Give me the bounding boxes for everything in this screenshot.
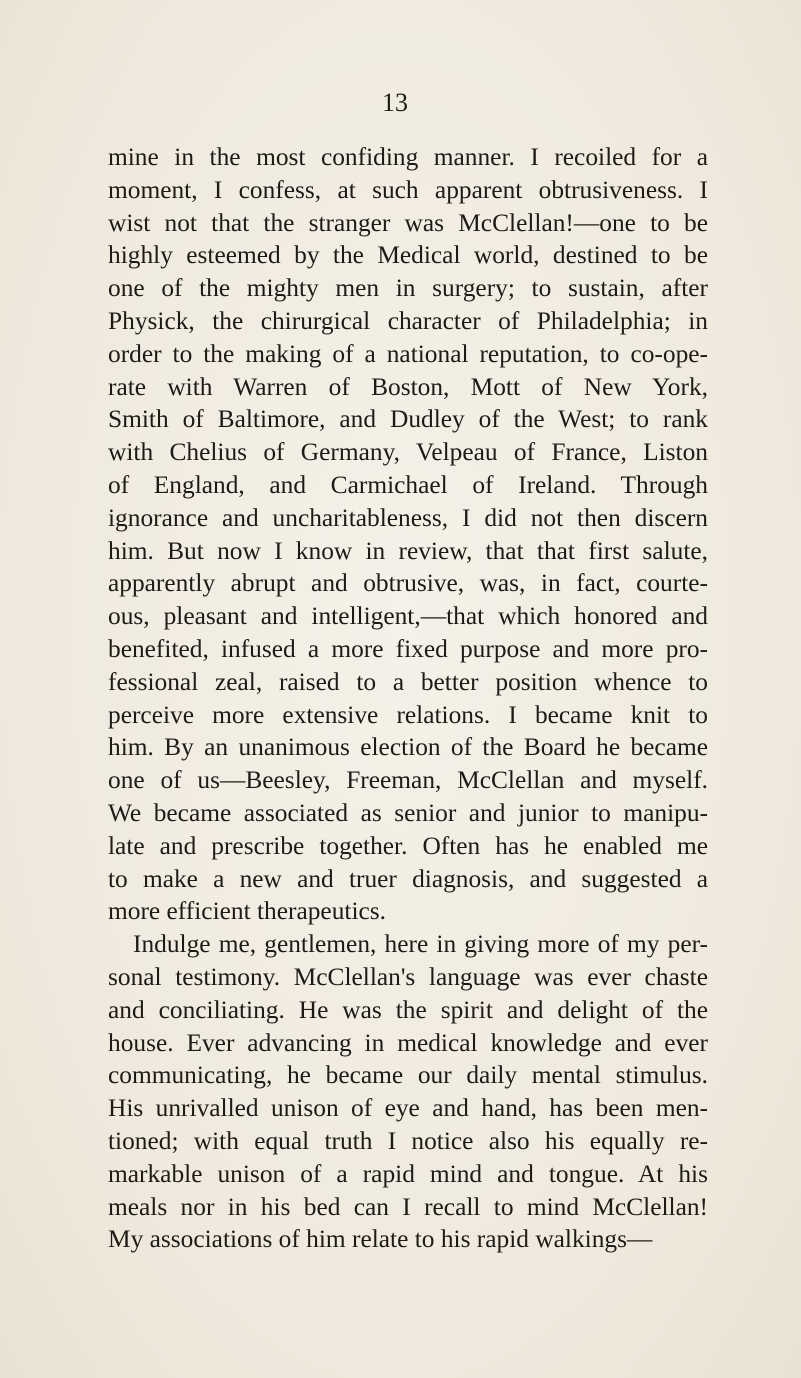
text-line: Smith of Baltimore, and Dudley of the West; to rank [108,405,708,434]
text-line: house. Ever advancing in medical knowledge and ever [108,1028,708,1057]
text-line: markable unison of a rapid mind and tongue. At his [108,1159,708,1188]
text-line: mine in the most confiding manner. I recoiled for a [108,143,708,171]
text-line: one of the mighty men in surgery; to sustain, after [108,274,708,303]
text-line: him. By an unanimous election of the Board he became [108,733,708,762]
text-line: with Chelius of Germany, Velpeau of France, Liston [108,438,708,467]
text-line: ignorance and uncharitableness, I did not then discern [108,503,708,532]
text-line: ous, pleasant and intelligent,—that which honored and [108,602,708,631]
text-line: late and prescribe together. Often has he enabled me [108,831,708,860]
text-line: apparently abrupt and obtrusive, was, in fact, courte- [108,569,708,598]
text-line: and conciliating. He was the spirit and delight of the [108,995,708,1024]
text-line: order to the making of a national reputation, to co-ope- [108,339,708,368]
body-text [108,141,708,1256]
text-line: one of us—Beesley, Freeman, McClellan and myself. [108,766,708,795]
text-line: We became associated as senior and junior to manipu- [108,798,708,827]
text-line: Physick, the chirurgical character of Philadelphia; in [108,306,708,335]
text-line: rate with Warren of Boston, Mott of New York, [108,372,708,401]
text-line: wist not that the stranger was McClellan!—one to be [108,208,708,237]
paragraph-end-line: more efficient therapeutics. [108,897,386,926]
text-line: perceive more extensive relations. I became knit to [108,700,708,729]
text-line: moment, I confess, at such apparent obtrusiveness. I [108,175,708,204]
text-line: highly esteemed by the Medical world, destined to be [108,241,708,270]
text-line: to make a new and truer diagnosis, and suggested a [108,864,708,893]
text-line: meals nor in his bed can I recall to mind McClellan! [108,1192,708,1221]
text-line: him. But now I know in review, that that first salute, [108,536,708,565]
text-line: His unrivalled unison of eye and hand, has been men- [108,1094,708,1123]
text-line: of England, and Carmichael of Ireland. Through [108,470,708,499]
text-line: communicating, he became our daily mental stimulus. [108,1061,708,1090]
page-number: 13 [382,88,408,117]
text-line: tioned; with equal truth I notice also his equally re- [108,1126,708,1155]
text-line: My associations of him relate to his rapid walkings— [108,1225,653,1254]
text-line: benefited, infused a more fixed purpose and more pro- [108,634,708,663]
paragraph-start-line: Indulge me, gentlemen, here in giving more of my per- [133,930,708,959]
text-line: sonal testimony. McClellan's language was ever chaste [108,962,708,991]
text-line: fessional zeal, raised to a better position whence to [108,667,708,696]
